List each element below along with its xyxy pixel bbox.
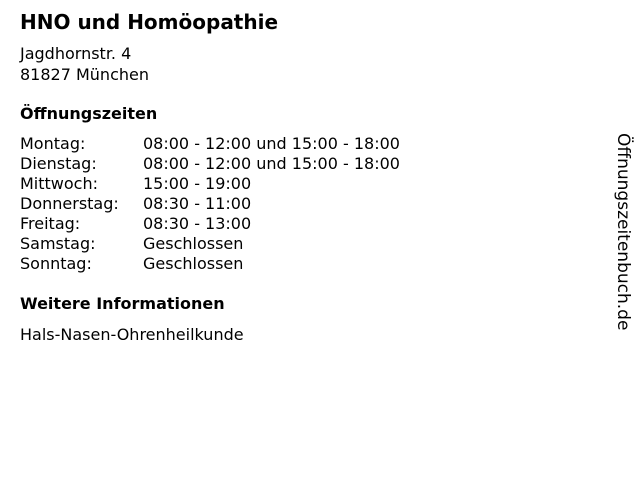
business-address (20, 43, 149, 85)
hours-time: 08:00 - 12:00 und 15:00 - 18:00 (143, 154, 400, 173)
site-brand-watermark: Öffnungszeitenbuch.de (613, 133, 633, 331)
hours-time: 08:30 - 13:00 (143, 214, 252, 233)
hours-time: Geschlossen (143, 254, 244, 273)
hours-time: 15:00 - 19:00 (143, 174, 252, 193)
hours-day: Freitag: (20, 214, 81, 233)
hours-time: 08:30 - 11:00 (143, 194, 252, 213)
hours-day: Donnerstag: (20, 194, 119, 213)
address-street: Jagdhornstr. 4 (20, 44, 132, 63)
hours-time: Geschlossen (143, 234, 244, 253)
further-info-heading: Weitere Informationen (20, 294, 225, 313)
hours-time: 08:00 - 12:00 und 15:00 - 18:00 (143, 134, 400, 153)
hours-day: Dienstag: (20, 154, 97, 173)
hours-day: Sonntag: (20, 254, 92, 273)
business-name: HNO und Homöopathie (20, 10, 279, 34)
opening-hours-heading: Öffnungszeiten (20, 104, 158, 123)
hours-day: Mittwoch: (20, 174, 98, 193)
address-city: 81827 München (20, 65, 149, 84)
hours-day: Samstag: (20, 234, 96, 253)
further-info-text: Hals-Nasen-Ohrenheilkunde (20, 325, 244, 344)
hours-day: Montag: (20, 134, 86, 153)
